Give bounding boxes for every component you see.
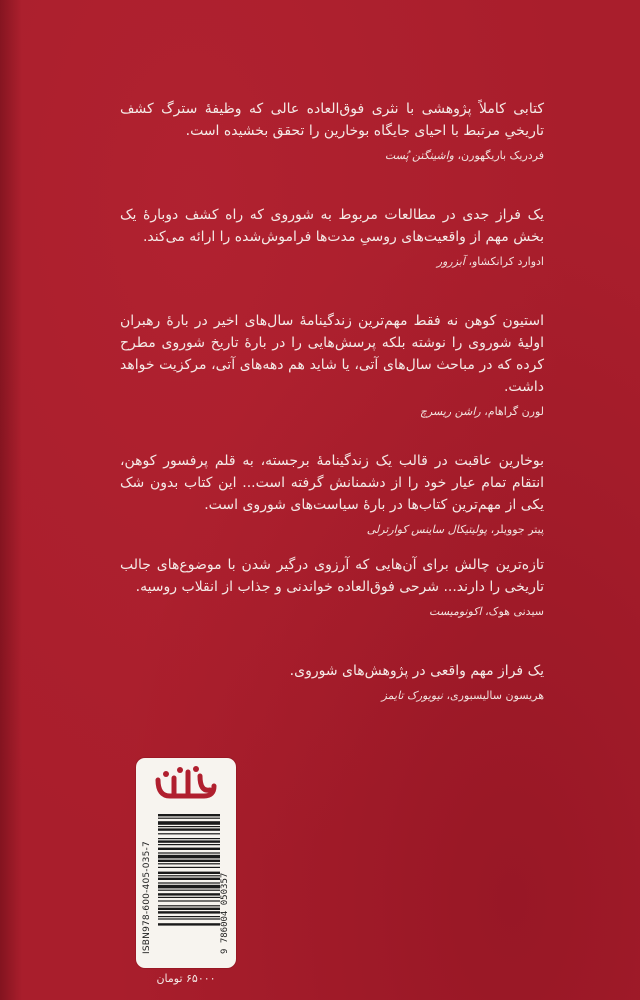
barcode-bar [158,844,220,845]
barcode-bar [158,872,220,874]
barcode-bar [158,833,220,834]
review-1 [120,98,544,164]
review-quote: بوخارین عاقبت در قالب یک زندگینامۀ برجسته، به قلم پرفسور کوهن، انتقام تمام عیار خود را از دشمنانش گرفته است... این کتاب بدون شک یکی از مهم‌ترین کتاب‌ها در بارۀ سیاست‌های شوروی است. [120,453,544,513]
barcode-bar [158,878,220,880]
barcode-bar [158,908,220,910]
barcode-bar [158,863,220,864]
review-source [120,688,544,704]
barcode-bars [158,812,220,958]
review-3 [120,310,544,420]
barcode-bar [158,905,220,906]
review-quote: یک فراز مهم واقعی در پژوهش‌های شوروی. [289,663,544,679]
barcode-bar [158,821,220,825]
review-source [120,404,544,420]
barcode-bar [158,890,220,891]
barcode-bar [158,826,220,827]
barcode-bar [158,867,220,868]
barcode-bar [158,875,220,876]
review-source [120,254,544,270]
barcode-bar [158,838,220,839]
spine-shadow [0,0,22,1000]
barcode-digits: 9 786004 050357 [220,872,230,954]
review-quote: کتابی کاملاً پژوهشی با نثری فوق‌العاده عالی که وظیفۀ سترگ کشف تاریخیِ مرتبط با احیای جایگاه بوخارین را تحقق بخشیده است. [120,101,544,139]
price-label: ۶۵۰۰۰ تومان [156,972,216,985]
review-author: پیتر جوویلر، [490,523,544,536]
review-4 [120,450,544,538]
review-publication: آبزرور [436,255,465,268]
review-publication: راشن ریسرچ [419,405,481,418]
barcode-card [136,758,236,968]
review-quote: یک فراز جدی در مطالعات مربوط به شوروی که راه کشف دوبارۀ یک بخش مهم از واقعیت‌های روسیِ مدت‌ها فراموش‌شده را ارائه می‌کند. [120,207,544,245]
review-quote: استیون کوهن نه فقط مهم‌ترین زندگینامۀ سال‌های اخیر در بارۀ رهبران اولیۀ شوروی را نوشته بلکه پرسش‌هایی را در بارۀ تاریخ شوروی مطرح کرده که در مباحث سال‌های آتی، یا شاید هم دهه‌های آتی، مرکزیت خواهد داشت. [120,313,544,395]
review-publication: پولیتیکال ساینس کوارترلی [366,523,488,536]
review-source [120,148,544,164]
barcode-bar [158,882,220,883]
review-source [120,604,544,620]
review-author: سیدنی هوک، [485,605,544,618]
review-author: هریسون سالیسبوری، [446,689,544,702]
barcode-bar [158,848,220,850]
review-publication: واشینگتن پُست [384,149,454,162]
review-author: لورن گراهام، [484,405,544,418]
review-2 [120,204,544,270]
review-publication: نیویورک تایمز [381,689,443,702]
barcode-bar [158,828,220,830]
isbn-label: ISBN978-600-405-035-7 [142,841,152,954]
barcode-bar [158,860,220,862]
publisher-logo-icon [152,766,220,804]
barcode-bar [158,814,220,816]
review-source [120,522,544,538]
review-quote: تازه‌ترین چالش برای آن‌هایی که آرزوی درگیر شدن با موضوع‌های جالب تاریخی را دارند... شرحی فوق‌العاده خواندنی و جذاب از انقلاب روسیه. [120,557,544,595]
barcode-bar [158,918,220,919]
review-author: فردریک باریگهورن، [457,149,544,162]
review-publication: اکونومیست [429,605,482,618]
barcode-bar [158,923,220,925]
review-6 [120,660,544,704]
barcode-bar [158,893,220,895]
barcode-bar [158,855,220,859]
barcode-bar [158,852,220,853]
barcode-bar [158,897,220,898]
barcode-bar [158,916,220,917]
review-author: ادوارد کرانکشاو، [468,255,544,268]
barcode-bar [158,818,220,819]
review-5 [120,554,544,620]
barcode-bar [158,900,220,901]
barcode-bar [158,885,220,889]
barcode-bar [158,911,220,913]
barcode-bar [158,840,220,842]
